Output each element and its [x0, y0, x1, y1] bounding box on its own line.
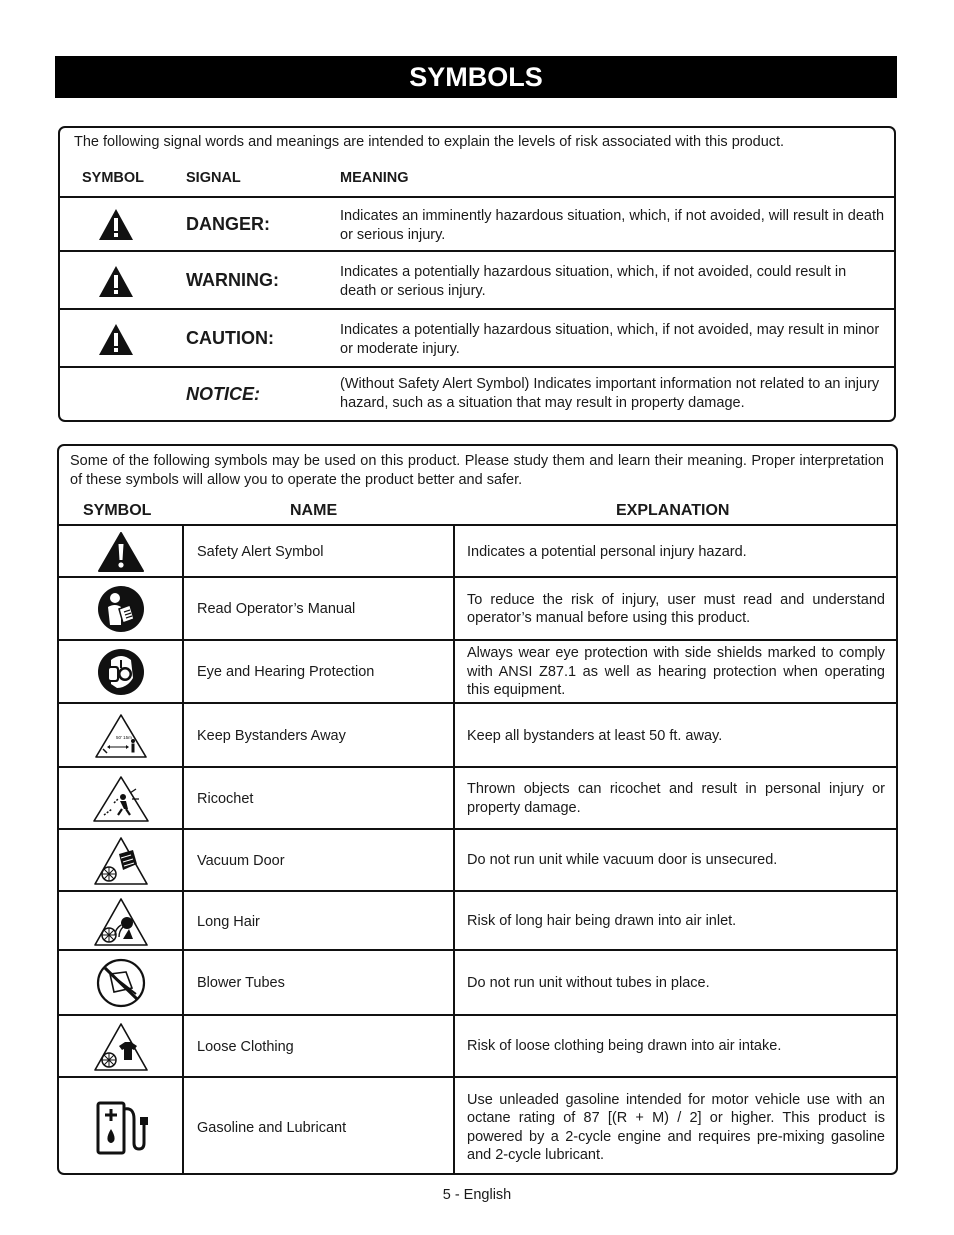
table-row	[59, 890, 896, 951]
signal-meaning-notice: (Without Safety Alert Symbol) Indicates important information not related to an injury hazard, such as a situation that may result in property damage.	[340, 376, 880, 411]
symbol-explanation: Risk of loose clothing being drawn into air intake.	[467, 1038, 782, 1055]
signal-meaning-warning: Indicates a potentially hazardous situation, which, if not avoided, could result in death or serious injury.	[340, 264, 847, 299]
signal-header-symbol: SYMBOL	[82, 170, 145, 186]
table-row	[59, 949, 896, 1015]
page-footer: 5 - English	[442, 1187, 512, 1203]
signal-label-caution: CAUTION:	[186, 328, 274, 348]
symbol-explanation: Always wear eye protection with side shields marked to comply with ANSI Z87.1 as well as hearing protection when operating this equipment.	[467, 645, 885, 699]
safety-alert-triangle-icon	[98, 323, 134, 361]
signal-meaning-danger: Indicates an imminently hazardous situation, which, if not avoided, will result in death or serious injury.	[340, 208, 885, 243]
signal-row-caution	[60, 308, 894, 366]
signal-row-warning	[60, 250, 894, 310]
symbol-name: Ricochet	[197, 790, 254, 807]
long-hair-icon	[59, 892, 182, 951]
signal-header-signal: SIGNAL	[186, 170, 241, 186]
keep-bystanders-away-icon	[59, 704, 182, 768]
bystander-distance-label: 50' 15m	[115, 735, 132, 740]
signal-intro: The following signal words and meanings are intended to explain the levels of risk associated with this product.	[74, 134, 785, 150]
table-row	[59, 828, 896, 891]
symbol-name: Loose Clothing	[197, 1038, 294, 1055]
signal-words-box	[58, 126, 896, 422]
gasoline-lubricant-icon	[59, 1078, 182, 1175]
symbols-intro: Some of the following symbols may be used on this product. Please study them and learn their meaning. Proper interpretation of these symbols will allow you to operate the product better and safer.	[70, 453, 884, 488]
table-row	[59, 524, 896, 578]
table-row	[59, 1014, 896, 1077]
symbol-explanation: Do not run unit without tubes in place.	[467, 974, 710, 991]
signal-label-danger: DANGER:	[186, 214, 270, 234]
page-title: SYMBOLS	[55, 56, 897, 98]
ricochet-icon	[59, 768, 182, 829]
safety-alert-icon	[59, 526, 182, 578]
signal-row-notice	[60, 366, 894, 422]
symbol-name: Long Hair	[197, 913, 260, 930]
table-row	[59, 639, 896, 703]
read-manual-icon	[59, 578, 182, 640]
eye-hearing-protection-icon	[59, 641, 182, 703]
signal-label-warning: WARNING:	[186, 270, 279, 290]
symbol-name: Safety Alert Symbol	[197, 544, 324, 560]
symbols-table-box	[57, 444, 898, 1175]
blower-tubes-icon	[59, 951, 182, 1015]
table-row	[59, 1076, 896, 1175]
signal-meaning-caution: Indicates a potentially hazardous situation, which, if not avoided, may result in minor or moderate injury.	[340, 322, 880, 357]
symbol-name: Vacuum Door	[197, 852, 285, 869]
table-row	[59, 766, 896, 829]
safety-alert-triangle-icon	[98, 208, 134, 246]
symbols-header-explanation: EXPLANATION	[616, 502, 730, 519]
symbol-name: Gasoline and Lubricant	[197, 1119, 347, 1136]
table-row	[59, 702, 896, 768]
symbol-name: Blower Tubes	[197, 975, 285, 991]
symbol-explanation: To reduce the risk of injury, user must read and understand operator’s manual before using this product.	[467, 591, 885, 626]
signal-label-notice: NOTICE:	[186, 384, 260, 404]
symbol-explanation: Do not run unit while vacuum door is unsecured.	[467, 852, 778, 869]
symbol-explanation: Thrown objects can ricochet and result in personal injury or property damage.	[467, 781, 885, 816]
symbol-explanation: Risk of long hair being drawn into air inlet.	[467, 913, 737, 930]
symbols-header-symbol: SYMBOL	[83, 502, 152, 519]
symbol-name: Read Operator’s Manual	[197, 601, 356, 617]
symbol-explanation: Indicates a potential personal injury hazard.	[467, 543, 747, 560]
symbol-name: Eye and Hearing Protection	[197, 664, 375, 680]
signal-row-danger	[60, 196, 894, 252]
symbol-explanation: Keep all bystanders at least 50 ft. away.	[467, 727, 723, 744]
symbol-name: Keep Bystanders Away	[197, 728, 346, 744]
loose-clothing-icon	[59, 1016, 182, 1077]
symbols-header-name: NAME	[290, 502, 338, 519]
table-row	[59, 576, 896, 640]
signal-header-meaning: MEANING	[340, 170, 409, 186]
vacuum-door-icon	[59, 830, 182, 891]
symbol-explanation: Use unleaded gasoline intended for motor vehicle use with an octane rating of 87 [(R + M) / 2] or higher. This product is powered by a 2-cycle engine and requires pre-mixing gasoline and 2-cycle lubricant.	[467, 1091, 885, 1163]
safety-alert-triangle-icon	[98, 265, 134, 303]
